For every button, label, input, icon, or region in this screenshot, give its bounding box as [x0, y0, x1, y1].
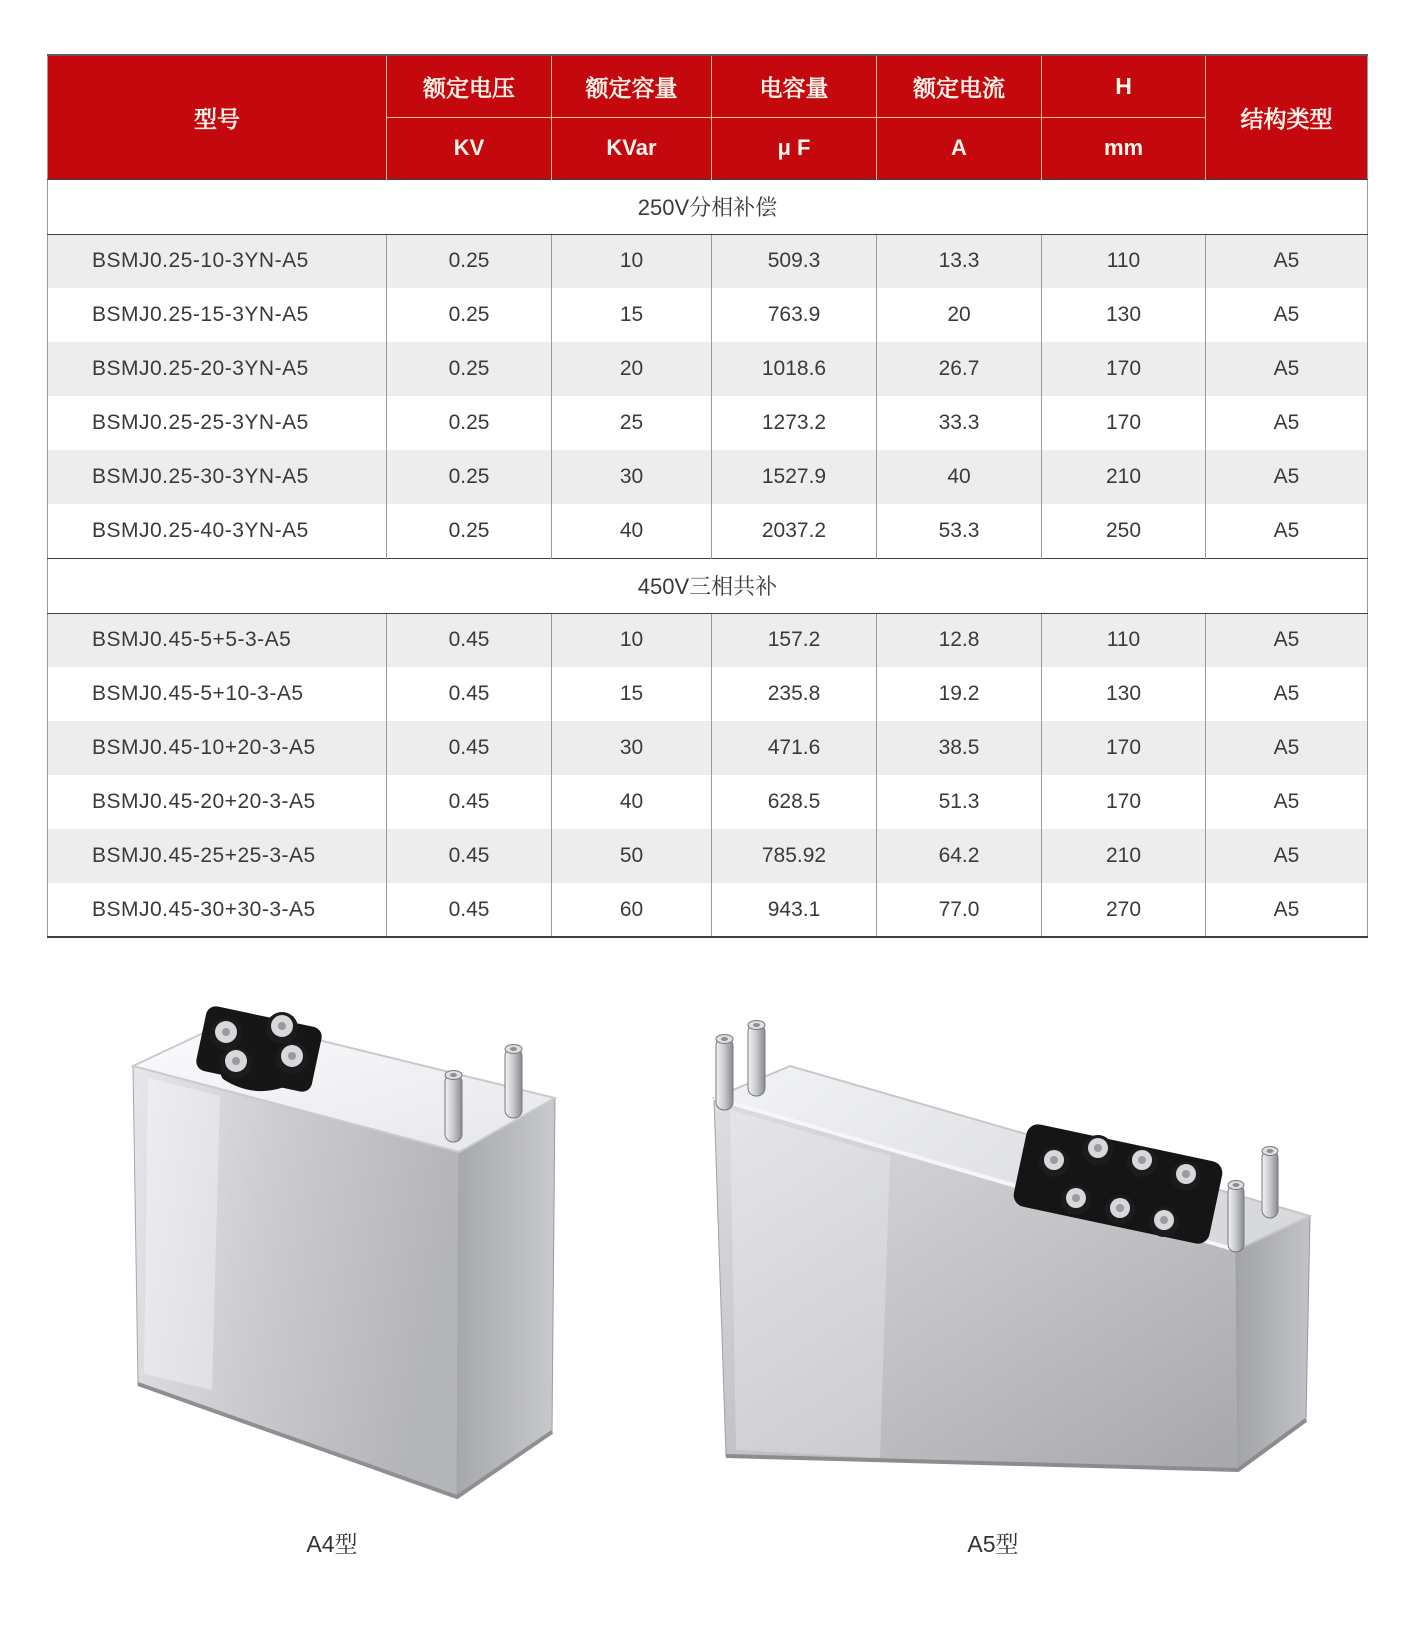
- value-cell: 38.5: [877, 721, 1042, 775]
- value-cell: 1273.2: [712, 396, 877, 450]
- value-cell: 170: [1042, 775, 1206, 829]
- value-cell: A5: [1206, 883, 1368, 937]
- value-cell: 1527.9: [712, 450, 877, 504]
- value-cell: 30: [552, 450, 712, 504]
- value-cell: A5: [1206, 342, 1368, 396]
- value-cell: 13.3: [877, 234, 1042, 288]
- value-cell: 0.45: [387, 883, 552, 937]
- model-cell: BSMJ0.45-20+20-3-A5: [92, 790, 316, 813]
- value-cell: 60: [552, 883, 712, 937]
- unit-a: A: [877, 117, 1042, 179]
- value-cell: 0.25: [387, 450, 552, 504]
- col-header-rated-current: 额定电流: [877, 55, 1042, 117]
- spec-table-body: [48, 179, 1368, 937]
- value-cell: A5: [1206, 288, 1368, 342]
- value-cell: 77.0: [877, 883, 1042, 937]
- table-row: [48, 667, 1368, 721]
- value-cell: 33.3: [877, 396, 1042, 450]
- value-cell: 130: [1042, 667, 1206, 721]
- value-cell: 40: [552, 775, 712, 829]
- capacitor-photo-a5: [650, 948, 1320, 1498]
- value-cell: 0.45: [387, 829, 552, 883]
- model-cell: BSMJ0.25-40-3YN-A5: [92, 518, 309, 542]
- model-cell: BSMJ0.25-30-3YN-A5: [48, 450, 387, 504]
- value-cell: 763.9: [712, 288, 877, 342]
- value-cell: 51.3: [877, 775, 1042, 829]
- value-cell: 157.2: [712, 613, 877, 667]
- value-cell: 509.3: [712, 234, 877, 288]
- spec-table-header: [48, 55, 1368, 179]
- value-cell: A5: [1206, 504, 1368, 558]
- value-cell: 0.25: [387, 234, 552, 288]
- value-cell: 26.7: [877, 342, 1042, 396]
- value-cell: 1018.6: [712, 342, 877, 396]
- spec-table: [47, 54, 1368, 938]
- value-cell: 471.6: [712, 721, 877, 775]
- table-row: [48, 721, 1368, 775]
- value-cell: 210: [1042, 450, 1206, 504]
- value-cell: 0.25: [387, 396, 552, 450]
- value-cell: 0.25: [387, 504, 552, 558]
- value-cell: 0.45: [387, 721, 552, 775]
- value-cell: A5: [1206, 450, 1368, 504]
- table-row: [48, 775, 1368, 829]
- table-row: [48, 288, 1368, 342]
- table-row: [48, 396, 1368, 450]
- value-cell: 0.25: [387, 342, 552, 396]
- value-cell: 30: [552, 721, 712, 775]
- value-cell: A5: [1206, 775, 1368, 829]
- value-cell: 19.2: [877, 667, 1042, 721]
- table-row: [48, 504, 1368, 558]
- value-cell: A5: [1206, 829, 1368, 883]
- model-cell: BSMJ0.25-15-3YN-A5: [92, 303, 309, 326]
- value-cell: 20: [552, 342, 712, 396]
- value-cell: 40: [877, 450, 1042, 504]
- table-row: [48, 342, 1368, 396]
- value-cell: A5: [1206, 721, 1368, 775]
- value-cell: A5: [1206, 613, 1368, 667]
- table-row: [48, 613, 1368, 667]
- value-cell: A5: [1206, 396, 1368, 450]
- col-header-rated-voltage: 额定电压: [387, 55, 552, 117]
- value-cell: 20: [877, 288, 1042, 342]
- value-cell: 53.3: [877, 504, 1042, 558]
- value-cell: 110: [1042, 234, 1206, 288]
- col-header-model: 型号: [48, 55, 387, 179]
- value-cell: 210: [1042, 829, 1206, 883]
- unit-kvar: KVar: [552, 117, 712, 179]
- value-cell: 110: [1042, 613, 1206, 667]
- value-cell: 0.45: [387, 667, 552, 721]
- model-cell: BSMJ0.25-20-3YN-A5: [48, 342, 387, 396]
- value-cell: 270: [1042, 883, 1206, 937]
- model-cell: BSMJ0.45-5+5-3-A5: [48, 613, 387, 667]
- value-cell: 130: [1042, 288, 1206, 342]
- section-header-row: [48, 179, 1368, 234]
- unit-mm: mm: [1042, 117, 1206, 179]
- value-cell: 785.92: [712, 829, 877, 883]
- value-cell: 170: [1042, 721, 1206, 775]
- value-cell: 170: [1042, 342, 1206, 396]
- unit-uf: μ F: [712, 117, 877, 179]
- value-cell: 15: [552, 288, 712, 342]
- value-cell: 2037.2: [712, 504, 877, 558]
- col-header-capacitance: 电容量: [712, 55, 877, 117]
- value-cell: 0.25: [387, 288, 552, 342]
- value-cell: 12.8: [877, 613, 1042, 667]
- table-row: [48, 234, 1368, 288]
- value-cell: 50: [552, 829, 712, 883]
- value-cell: 64.2: [877, 829, 1042, 883]
- value-cell: 628.5: [712, 775, 877, 829]
- section-title: 450V三相共补: [48, 558, 1368, 613]
- value-cell: 40: [552, 504, 712, 558]
- value-cell: A5: [1206, 667, 1368, 721]
- table-row: [48, 829, 1368, 883]
- table-row: [48, 450, 1368, 504]
- value-cell: 10: [552, 234, 712, 288]
- unit-kv: KV: [387, 117, 552, 179]
- model-cell: BSMJ0.25-10-3YN-A5: [48, 234, 387, 288]
- table-row: [48, 883, 1368, 937]
- model-cell: BSMJ0.45-25+25-3-A5: [48, 829, 387, 883]
- figure-caption-a5: A5型: [967, 1531, 1019, 1557]
- col-header-height: H: [1042, 55, 1206, 117]
- value-cell: 250: [1042, 504, 1206, 558]
- section-title: 250V分相补偿: [48, 179, 1368, 234]
- value-cell: 25: [552, 396, 712, 450]
- value-cell: 235.8: [712, 667, 877, 721]
- model-cell: BSMJ0.25-25-3YN-A5: [92, 411, 309, 434]
- section-header-row: [48, 558, 1368, 613]
- col-header-structure-type: 结构类型: [1206, 55, 1368, 179]
- value-cell: 15: [552, 667, 712, 721]
- capacitor-photo-a4: [100, 962, 560, 1532]
- model-cell: BSMJ0.45-10+20-3-A5: [48, 721, 387, 775]
- value-cell: 0.45: [387, 613, 552, 667]
- value-cell: 0.45: [387, 775, 552, 829]
- col-header-rated-capacity: 额定容量: [552, 55, 712, 117]
- value-cell: 170: [1042, 396, 1206, 450]
- value-cell: 10: [552, 613, 712, 667]
- value-cell: A5: [1206, 234, 1368, 288]
- model-cell: BSMJ0.45-30+30-3-A5: [92, 897, 316, 921]
- figure-caption-a4: A4型: [306, 1531, 358, 1557]
- value-cell: 943.1: [712, 883, 877, 937]
- model-cell: BSMJ0.45-5+10-3-A5: [92, 682, 304, 705]
